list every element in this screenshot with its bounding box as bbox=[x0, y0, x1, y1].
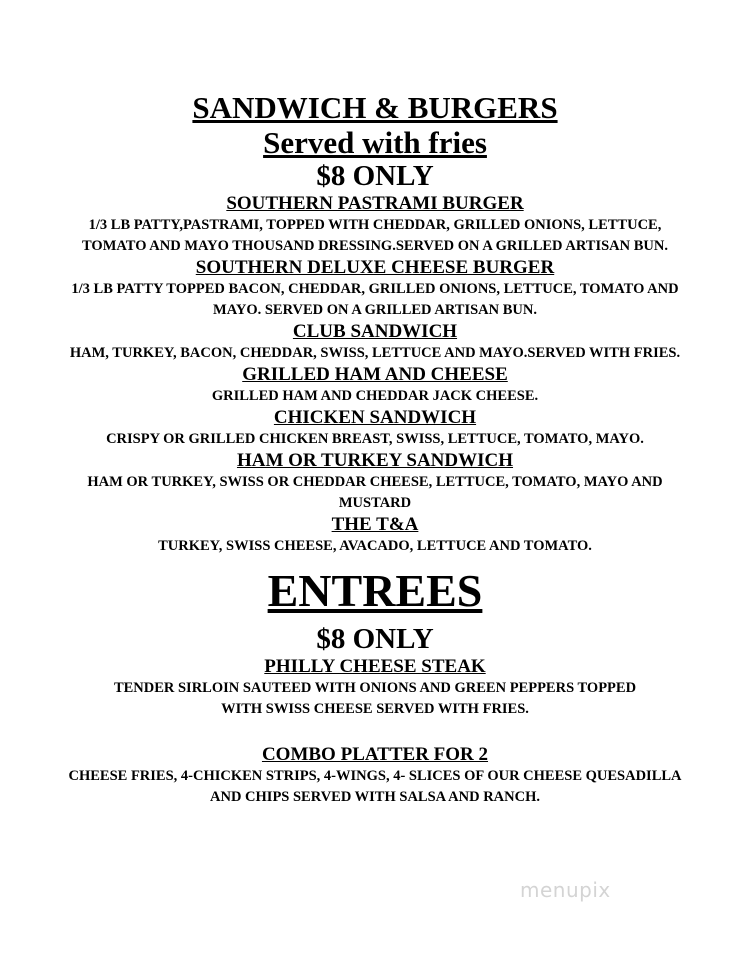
item-description: CHEESE FRIES, 4-CHICKEN STRIPS, 4-WINGS, 4- SLICES OF OUR CHEESE QUESADILLA AND CHIPS SERVED WITH SALSA AND RANCH. bbox=[68, 768, 682, 805]
item-title: GRILLED HAM AND CHEESE bbox=[242, 364, 508, 385]
section-heading-entrees: ENTREES bbox=[267, 565, 483, 616]
item-title: PHILLY CHEESE STEAK bbox=[264, 656, 486, 677]
section-subheading: Served with fries bbox=[263, 125, 487, 160]
item-description: GRILLED HAM AND CHEDDAR JACK CHEESE. bbox=[211, 388, 539, 404]
item-description: CRISPY OR GRILLED CHICKEN BREAST, SWISS, LETTUCE, TOMATO, MAYO. bbox=[106, 431, 644, 447]
item-title: COMBO PLATTER FOR 2 bbox=[261, 744, 489, 765]
section-price: $8 ONLY bbox=[316, 623, 434, 655]
item-description: 1/3 LB PATTY TOPPED BACON, CHEDDAR, GRILLED ONIONS, LETTUCE, TOMATO AND MAYO. SERVED ON A GRILLED ARTISAN BUN. bbox=[71, 281, 679, 318]
item-description: TENDER SIRLOIN SAUTEED WITH ONIONS AND GREEN PEPPERS TOPPED WITH SWISS CHEESE SERVED WITH FRIES. bbox=[113, 680, 637, 717]
section-price: $8 ONLY bbox=[316, 160, 434, 192]
item-title: SOUTHERN DELUXE CHEESE BURGER bbox=[195, 257, 555, 278]
item-description: HAM OR TURKEY, SWISS OR CHEDDAR CHEESE, LETTUCE, TOMATO, MAYO AND MUSTARD bbox=[87, 474, 663, 511]
item-title: CLUB SANDWICH bbox=[292, 321, 458, 342]
item-title: SOUTHERN PASTRAMI BURGER bbox=[226, 193, 524, 214]
section-heading-sandwich-burgers: SANDWICH & BURGERS bbox=[192, 90, 558, 125]
item-title: CHICKEN SANDWICH bbox=[273, 407, 477, 428]
item-description: TURKEY, SWISS CHEESE, AVACADO, LETTUCE AND TOMATO. bbox=[158, 538, 592, 554]
item-title: HAM OR TURKEY SANDWICH bbox=[236, 450, 514, 471]
item-title: THE T&A bbox=[331, 514, 419, 535]
menupix-watermark: menupix bbox=[520, 878, 611, 902]
item-description: HAM, TURKEY, BACON, CHEDDAR, SWISS, LETTUCE AND MAYO.SERVED WITH FRIES. bbox=[69, 345, 681, 361]
item-description: 1/3 LB PATTY,PASTRAMI, TOPPED WITH CHEDDAR, GRILLED ONIONS, LETTUCE, TOMATO AND MAYO THOUSAND DRESSING.SERVED ON A GRILLED ARTISAN BUN. bbox=[82, 217, 668, 254]
